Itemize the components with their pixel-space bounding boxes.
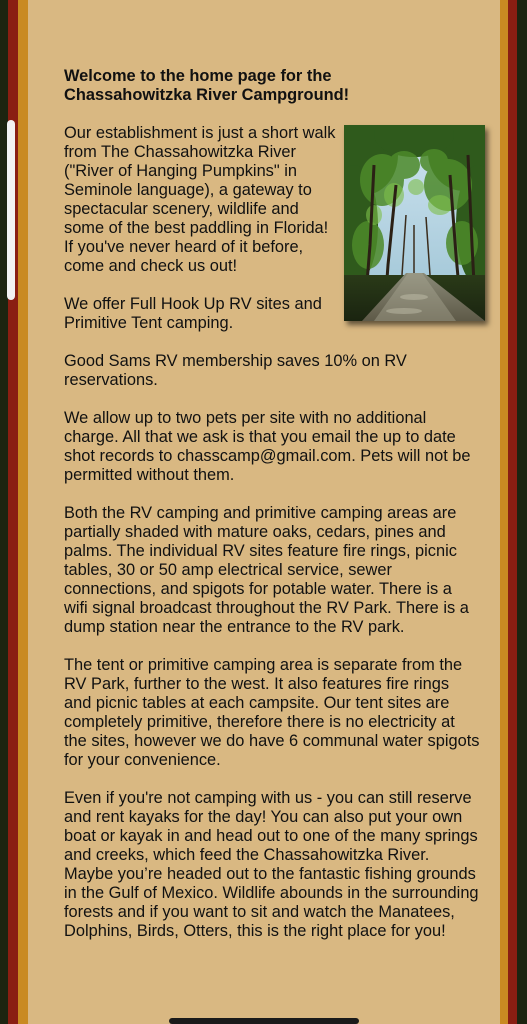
heading-line-2: Chassahowitzka River Campground! [64,86,350,104]
paragraph-kayaks: Even if you're not camping with us - you can still reserve and rent kayaks for the day! You can also put your own boat or kayak in and head out to one of the many springs and creeks, which feed the Chassahowitzka River. Maybe you’re headed out to the fantastic fishing grounds in the Gulf of Mexico. Wildlife abounds in the surrounding forests and if you want to sit and watch the Manatees, Dolphins, Birds, Otters, this is the right place for you! [64,789,479,940]
forest-road-photo-image [344,125,485,321]
main-content [64,67,480,960]
right-border-gold-stripe [500,0,508,1024]
paragraph-site-types: We offer Full Hook Up RV sites and Primitive Tent camping. [64,295,322,332]
heading-line-1: Welcome to the home page for the [64,67,332,85]
paragraph-rv-amenities: Both the RV camping and primitive camping areas are partially shaded with mature oaks, cedars, pines and palms. The individual RV sites feature fire rings, picnic tables, 30 or 50 amp electrical service, sewer connections, and spigots for potable water. There is a wifi signal broadcast throughout the RV Park. There is a dump station near the entrance to the RV park. [64,504,469,636]
right-border-red-stripe [508,0,517,1024]
page-heading [64,67,480,105]
paragraph-intro: Our establishment is just a short walk from The Chassahowitzka River ("River of Hanging Pumpkins" in Seminole language), a gateway to spectacular scenery, wildlife and some of the best paddling in Florida! If you've never heard of it before, come and check us out! [64,124,336,275]
right-border-dark-stripe [517,0,527,1024]
left-border-gold-stripe [18,0,28,1024]
paragraph-pets: We allow up to two pets per site with no additional charge. All that we ask is that you email the up to date shot records to chasscamp@gmail.com. Pets will not be permitted without them. [64,409,471,484]
scrollbar-thumb[interactable] [7,120,15,300]
forest-road-photo [344,125,485,321]
home-indicator[interactable] [169,1018,359,1024]
paragraph-tent-area: The tent or primitive camping area is separate from the RV Park, further to the west. It also features fire rings and picnic tables at each campsite. Our tent sites are completely primitive, therefore there is no electricity at the sites, however we do have 6 communal water spigots for your convenience. [64,656,480,769]
paragraph-good-sams: Good Sams RV membership saves 10% on RV reservations. [64,352,407,389]
